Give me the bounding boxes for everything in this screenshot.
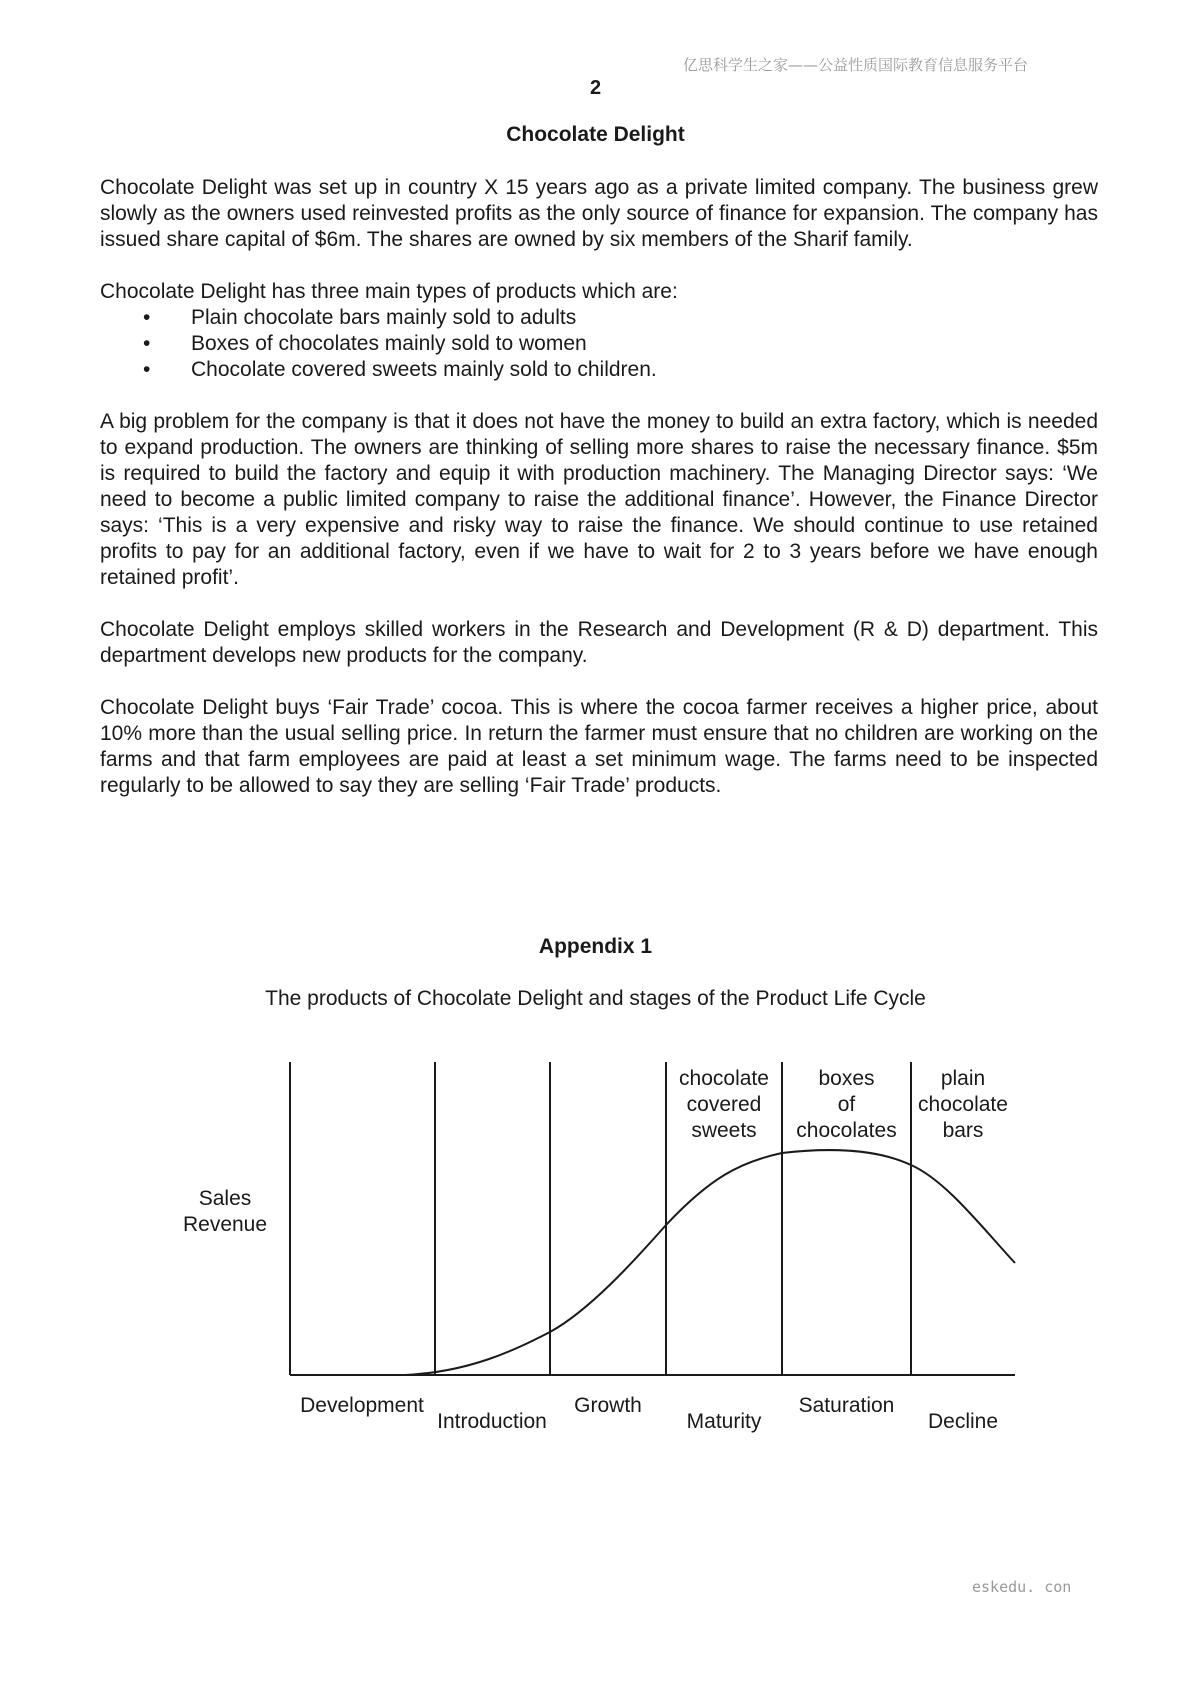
chart-subtitle: The products of Chocolate Delight and stages of the Product Life Cycle xyxy=(265,987,926,1010)
y-axis-label: Revenue xyxy=(182,1213,268,1236)
product-label: bars xyxy=(942,1119,984,1142)
product-label: chocolates xyxy=(796,1119,897,1142)
product-list xyxy=(100,305,1098,383)
list-item-text: Plain chocolate bars mainly sold to adults xyxy=(191,306,577,329)
product-label: plain xyxy=(940,1067,986,1090)
bullet-icon: • xyxy=(143,306,151,329)
list-item-text: Boxes of chocolates mainly sold to women xyxy=(191,332,587,355)
product-life-cycle-chart xyxy=(170,1050,1030,1470)
sales-curve xyxy=(405,1150,1015,1375)
stage-label: Introduction xyxy=(437,1410,547,1433)
product-label: chocolate xyxy=(679,1067,769,1090)
appendix-title: Appendix 1 xyxy=(538,935,653,958)
stage-label: Growth xyxy=(574,1394,642,1417)
product-label: boxes xyxy=(818,1067,875,1090)
list-item xyxy=(100,305,1098,331)
footer-watermark: eskedu. con xyxy=(972,1578,1072,1596)
stage-label: Saturation xyxy=(798,1394,895,1417)
stage-label: Maturity xyxy=(686,1410,762,1433)
y-axis-label: Sales xyxy=(198,1187,252,1210)
paragraph-finance-problem: A big problem for the company is that it does not have the money to build an extra factory, which is needed to expand production. The owners are thinking of selling more shares to raise the necessary finance. $5m is required to build the factory and equip it with production machinery. The Managing Director says: ‘We need to become a public limited company to raise the additional finance’. However, the Finance Director says: ‘This is a very expensive and risky way to raise the finance. We should continue to use retained profits to pay for an additional factory, even if we have to wait for 2 to 3 years before we have enough retained profit’. xyxy=(100,410,1098,589)
product-label: of xyxy=(837,1093,856,1116)
case-study-body xyxy=(100,175,1098,825)
page-number: 2 xyxy=(589,77,602,99)
stage-label: Decline xyxy=(927,1410,999,1433)
list-item xyxy=(100,357,1098,383)
list-item-text: Chocolate covered sweets mainly sold to children. xyxy=(191,358,657,381)
product-label: sweets xyxy=(691,1119,757,1142)
stage-label: Development xyxy=(300,1394,424,1417)
bullet-icon: • xyxy=(143,358,151,381)
product-label: chocolate xyxy=(918,1093,1008,1116)
paragraph-research-development: Chocolate Delight employs skilled workers in the Research and Development (R & D) department. This department develops new products for the company. xyxy=(100,618,1098,667)
watermark-text: 亿思科学生之家——公益性质国际教育信息服务平台 xyxy=(683,56,1029,74)
case-study-title: Chocolate Delight xyxy=(506,123,685,146)
list-item xyxy=(100,331,1098,357)
paragraph-company-background: Chocolate Delight was set up in country X 15 years ago as a private limited company. The business grew slowly as the owners used reinvested profits as the only source of finance for expansion. The company has issued share capital of $6m. The shares are owned by six members of the Sharif family. xyxy=(100,176,1098,251)
paragraph-products-intro: Chocolate Delight has three main types of products which are: xyxy=(100,280,678,303)
product-label: covered xyxy=(686,1093,762,1116)
paragraph-fair-trade: Chocolate Delight buys ‘Fair Trade’ cocoa. This is where the cocoa farmer receives a higher price, about 10% more than the usual selling price. In return the farmer must ensure that no children are working on the farms and that farm employees are paid at least a set minimum wage. The farms need to be inspected regularly to be allowed to say they are selling ‘Fair Trade’ products. xyxy=(100,696,1098,797)
bullet-icon: • xyxy=(143,332,151,355)
